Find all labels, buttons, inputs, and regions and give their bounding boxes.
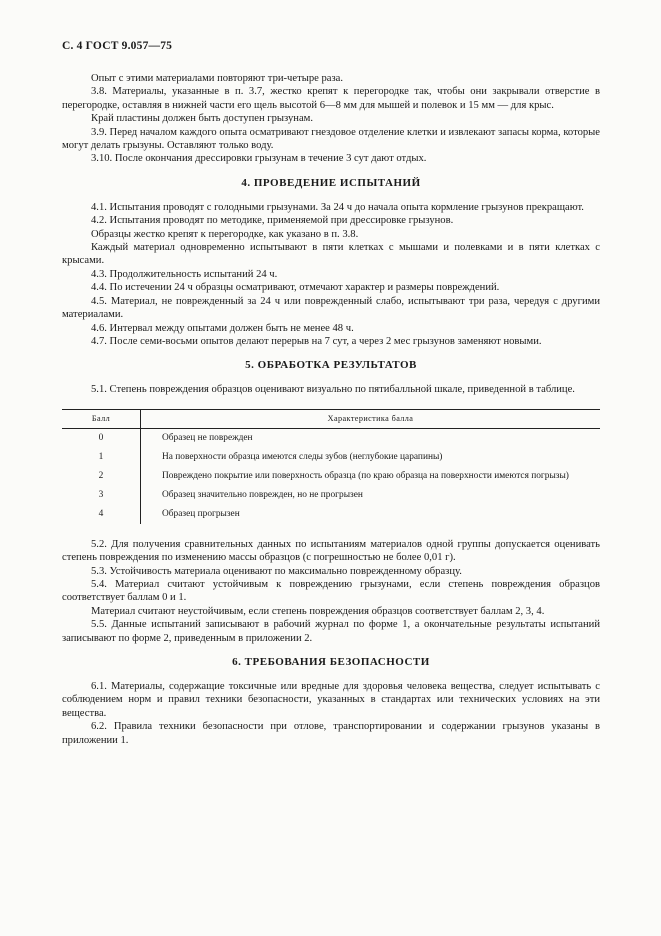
table-row [62, 448, 600, 467]
description-cell: Повреждено покрытие или поверхность образца (по краю образца на поверхности имеются погрызы) [162, 470, 569, 481]
paragraph: Образцы жестко крепят к перегородке, как указано в п. 3.8. [91, 228, 359, 240]
paragraph: 3.8. Материалы, указанные в п. 3.7, жестко крепят к перегородке так, чтобы они закрывали отверстие в перегородке, оставляя в нижней части его щель высотой 6—8 мм для мышей и полевок и 15 мм — для крыс. [62, 86, 600, 111]
paragraph: Материал считают неустойчивым, если степень повреждения образцов соответствует баллам 2, 3, 4. [91, 605, 545, 617]
intro-block [62, 72, 600, 166]
paragraph: 3.9. Перед началом каждого опыта осматривают гнездовое отделение клетки и извлекают запасы корма, которые могут делать грызуны. Оставляют только воду. [62, 126, 600, 152]
paragraph: 4.2. Испытания проводят по методике, применяемой при дрессировке грызунов. [91, 215, 454, 227]
description-cell: Образец не поврежден [162, 432, 253, 443]
table-row [62, 505, 600, 524]
paragraph: Опыт с этими материалами повторяют три-четыре раза. [91, 73, 344, 84]
section-4-title: 4. ПРОВЕДЕНИЕ ИСПЫТАНИЙ [241, 176, 421, 189]
section-4-body [62, 201, 600, 348]
paragraph: 4.4. По истечении 24 ч образцы осматривают, отмечают характер и размеры повреждений. [91, 282, 500, 294]
section-5-body [62, 383, 600, 645]
column-header-score: Балл [62, 409, 141, 428]
paragraph: 5.3. Устойчивость материала оценивают по максимально поврежденному образцу. [91, 565, 462, 577]
table-row [62, 486, 600, 505]
document-page [62, 40, 600, 747]
paragraph: 6.2. Правила техники безопасности при отлове, транспортировании и содержании грызунов указаны в приложении 1. [62, 721, 600, 746]
paragraph: 4.5. Материал, не поврежденный за 24 ч или поврежденный слабо, испытывают три раза, чередуя с другими материалами. [62, 295, 600, 321]
section-5-title: 5. ОБРАБОТКА РЕЗУЛЬТАТОВ [245, 359, 417, 372]
paragraph: 3.10. После окончания дрессировки грызунам в течение 3 сут дают отдых. [91, 153, 427, 165]
paragraph: 4.6. Интервал между опытами должен быть не менее 48 ч. [91, 322, 354, 334]
paragraph: 4.1. Испытания проводят с голодными грызунами. За 24 ч до начала опыта кормление грызунов прекращают. [91, 201, 584, 213]
description-cell: Образец значительно поврежден, но не прогрызен [162, 489, 363, 500]
score-table [62, 409, 600, 524]
paragraph: 5.1. Степень повреждения образцов оценивают визуально по пятибалльной шкале, приведенной в таблице. [91, 384, 575, 396]
paragraph: Каждый материал одновременно испытывают в пяти клетках с мышами и полевками и в пяти клетках с крысами. [62, 242, 600, 267]
paragraph: 6.1. Материалы, содержащие токсичные или вредные для здоровья человека вещества, следует испытывать с соблюдением норм и правил техники безопасности, указанных в стандартах или технических условиях на эти вещества. [62, 680, 600, 719]
paragraph: 4.7. После семи-восьми опытов делают перерыв на 7 сут, а через 2 мес грызунов заменяют новыми. [91, 335, 542, 347]
column-header-description: Характеристика балла [141, 409, 601, 428]
table-row [62, 428, 600, 448]
score-cell: 4 [62, 505, 141, 524]
paragraph: Край пластины должен быть доступен грызунам. [91, 113, 313, 125]
description-cell: Образец прогрызен [162, 508, 240, 519]
paragraph: 5.4. Материал считают устойчивым к повреждению грызунами, если степень повреждения образцов соответствует баллам 0 и 1. [62, 578, 600, 604]
paragraph: 4.3. Продолжительность испытаний 24 ч. [91, 268, 278, 280]
score-cell: 2 [62, 467, 141, 486]
score-cell: 0 [62, 428, 141, 448]
paragraph: 5.5. Данные испытаний записывают в рабочий журнал по форме 1, а окончательные результаты испытаний записывают по форме 2, приведенным в приложении 2. [62, 619, 600, 644]
section-6-body [62, 680, 600, 747]
score-cell: 1 [62, 448, 141, 467]
page-header: С. 4 ГОСТ 9.057—75 [62, 40, 173, 52]
description-cell: На поверхности образца имеются следы зубов (неглубокие царапины) [162, 451, 443, 462]
score-cell: 3 [62, 486, 141, 505]
paragraph: 5.2. Для получения сравнительных данных по испытаниям материалов одной группы допускается оценивать степень повреждения по изменению массы образцов (с погрешностью не более 0,01 г). [62, 538, 600, 564]
table-header-row [62, 409, 600, 428]
table-row [62, 467, 600, 486]
section-6-title: 6. ТРЕБОВАНИЯ БЕЗОПАСНОСТИ [232, 655, 430, 668]
